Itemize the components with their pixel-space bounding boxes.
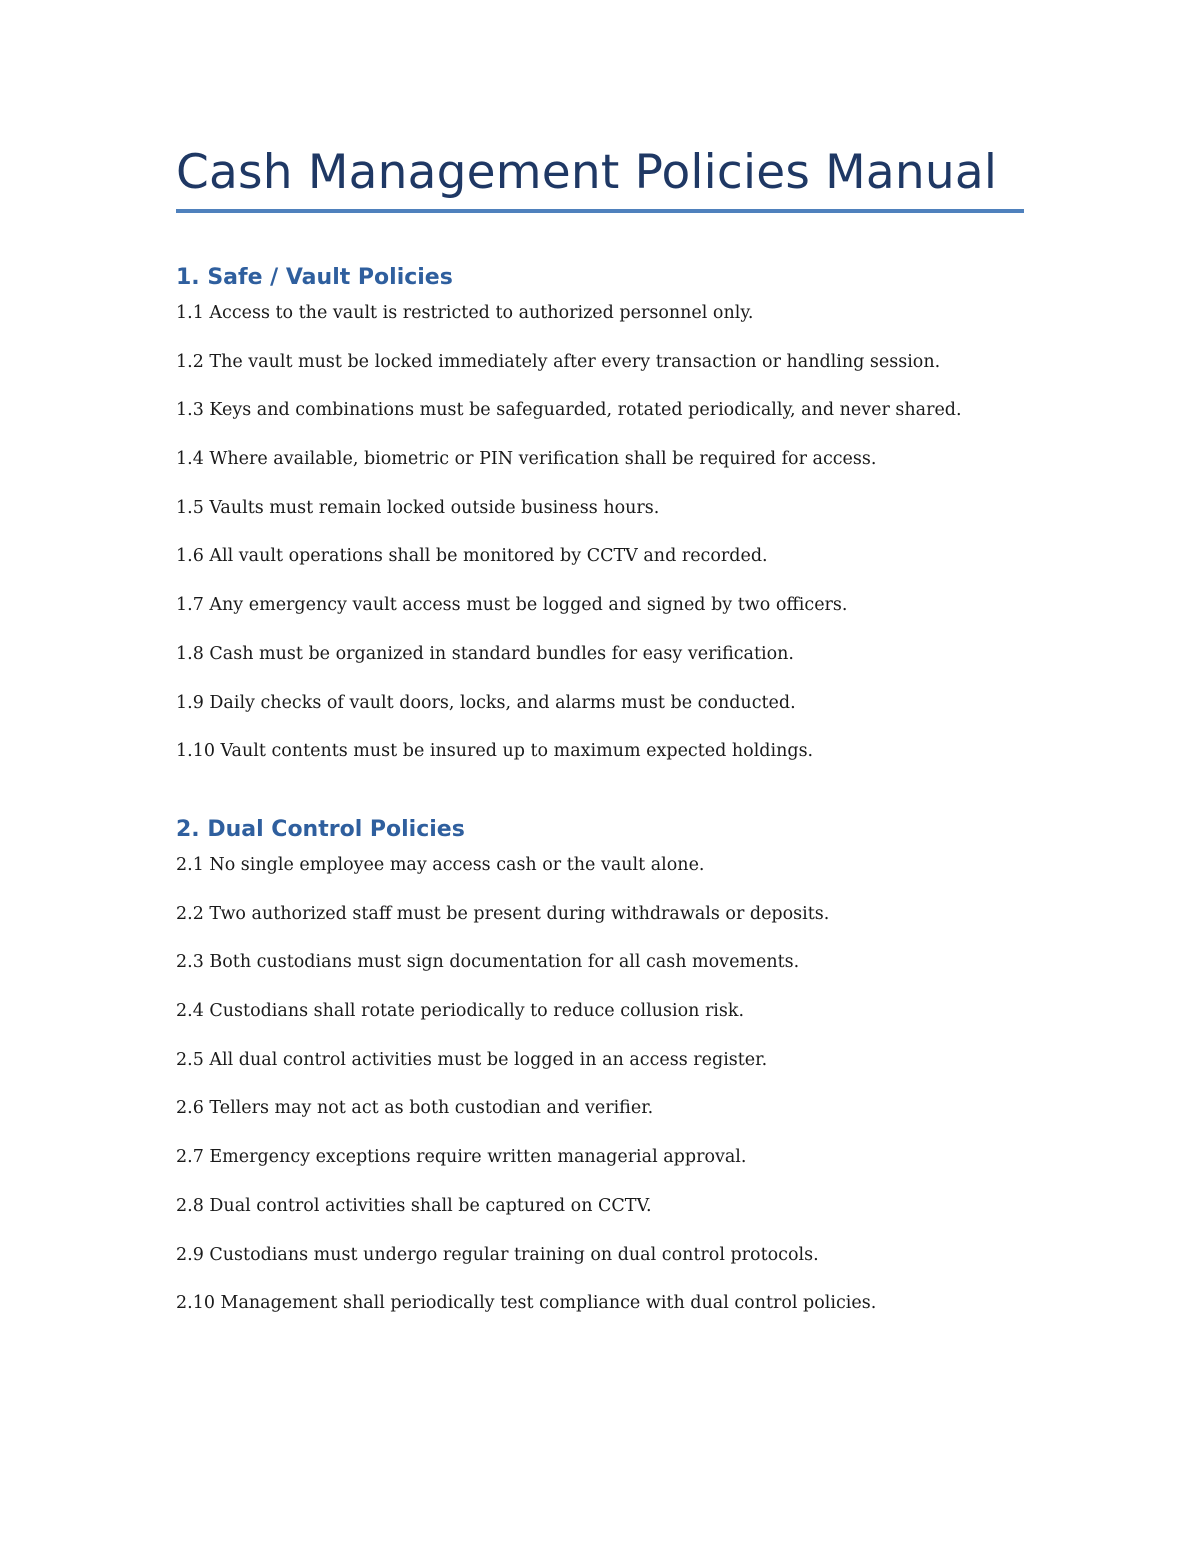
policy-item: 2.8 Dual control activities shall be captured on CCTV. — [176, 1195, 652, 1216]
policy-item: 1.3 Keys and combinations must be safeguarded, rotated periodically, and never shared. — [176, 400, 962, 421]
policy-list — [176, 846, 1024, 1333]
policy-item: 2.1 No single employee may access cash or the vault alone. — [176, 855, 705, 875]
policy-item: 1.7 Any emergency vault access must be logged and signed by two officers. — [176, 595, 848, 616]
policy-list — [176, 294, 1024, 781]
section-safe-vault-policies — [176, 262, 1024, 781]
policy-item: 2.10 Management shall periodically test compliance with dual control policies. — [176, 1293, 877, 1314]
policy-item: 1.9 Daily checks of vault doors, locks, and alarms must be conducted. — [176, 692, 796, 713]
policy-item: 1.1 Access to the vault is restricted to authorized personnel only. — [176, 303, 754, 323]
policy-item: 1.2 The vault must be locked immediately after every transaction or handling session. — [176, 351, 941, 372]
policy-item: 2.6 Tellers may not act as both custodian and verifier. — [176, 1098, 654, 1119]
policy-item: 2.9 Custodians must undergo regular training on dual control protocols. — [176, 1244, 819, 1265]
policy-item: 1.5 Vaults must remain locked outside business hours. — [176, 497, 660, 518]
policy-item: 1.6 All vault operations shall be monitored by CCTV and recorded. — [176, 546, 768, 567]
policy-item: 2.4 Custodians shall rotate periodically to reduce collusion risk. — [176, 1001, 745, 1022]
section-heading: 2. Dual Control Policies — [176, 817, 465, 842]
title-underline — [176, 209, 1024, 213]
policy-item: 1.8 Cash must be organized in standard bundles for easy verification. — [176, 643, 794, 664]
policy-item: 2.5 All dual control activities must be logged in an access register. — [176, 1049, 768, 1070]
policy-item: 1.10 Vault contents must be insured up to maximum expected holdings. — [176, 741, 814, 762]
section-dual-control-policies — [176, 814, 1024, 1333]
policy-item: 2.2 Two authorized staff must be present during withdrawals or deposits. — [176, 903, 830, 924]
policy-item: 1.4 Where available, biometric or PIN verification shall be required for access. — [176, 449, 877, 470]
policy-item: 2.7 Emergency exceptions require written managerial approval. — [176, 1147, 747, 1168]
section-heading: 1. Safe / Vault Policies — [176, 265, 453, 290]
policy-item: 2.3 Both custodians must sign documentation for all cash movements. — [176, 952, 800, 973]
page-title: Cash Management Policies Manual — [176, 145, 998, 200]
